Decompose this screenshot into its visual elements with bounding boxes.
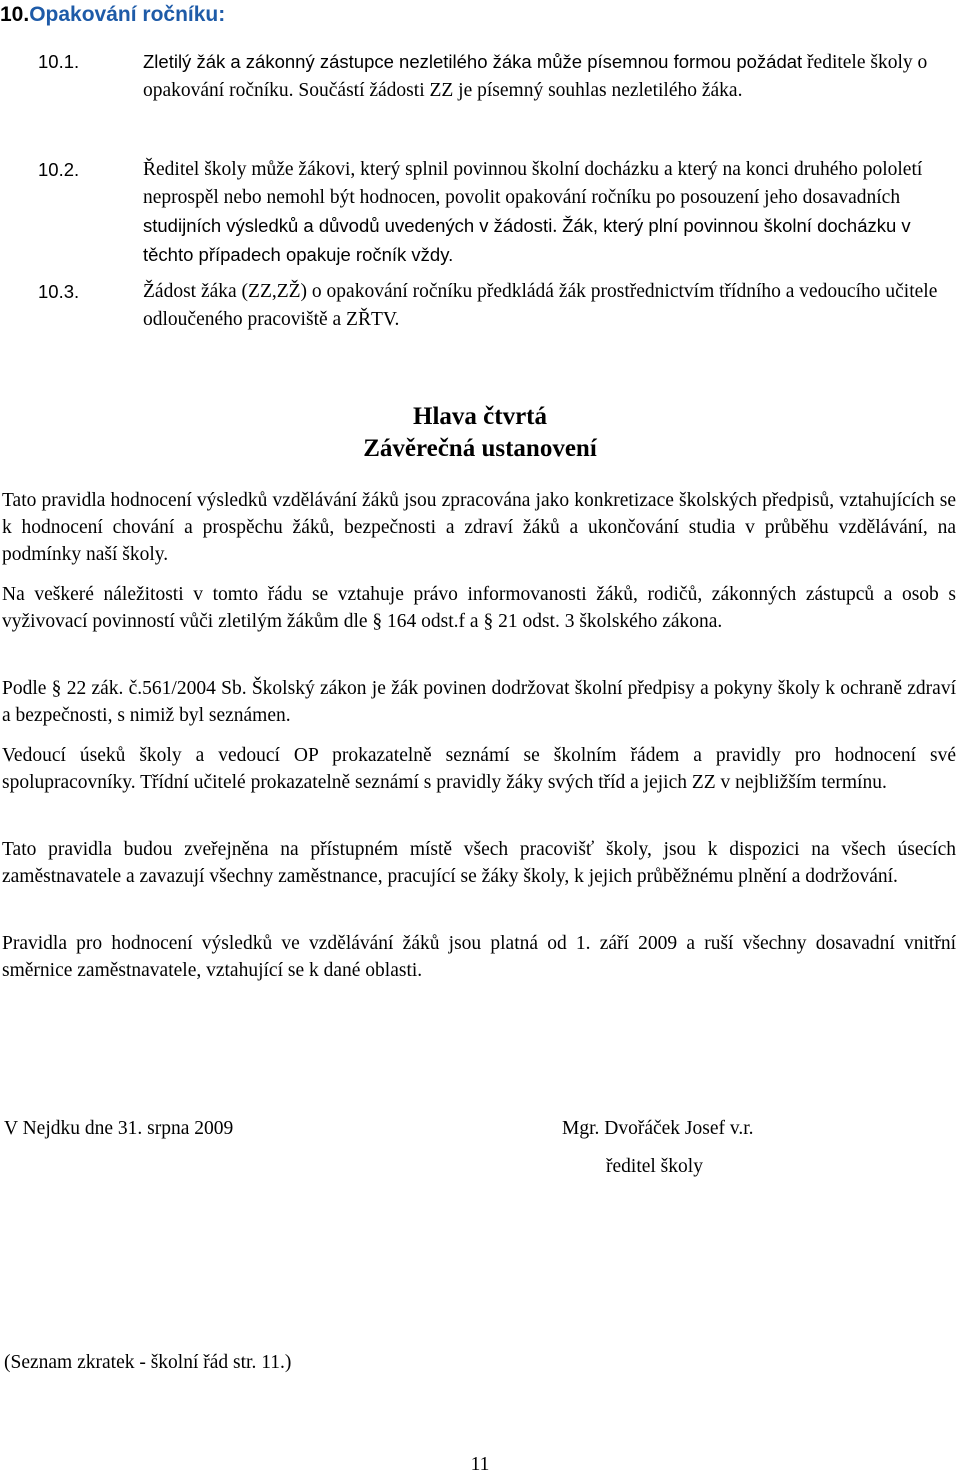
item-text-part: ředitele školy o opakování ročníku. Součástí žádosti ZZ je písemný souhlas nezletilého žáka.: [143, 52, 928, 101]
item-number: 10.1.: [38, 51, 80, 72]
chapter-heading-line2: Závěrečná ustanovení: [363, 435, 597, 462]
section-number: 10.: [0, 3, 30, 26]
signatory-name: Mgr. Dvořáček Josef v.r.: [562, 1118, 754, 1139]
place-date: V Nejdku dne 31. srpna 2009: [4, 1118, 234, 1139]
item-10-3: [38, 278, 960, 340]
item-10-1: [38, 48, 960, 138]
paragraph: Tato pravidla budou zveřejněna na přístupném místě všech pracovišť školy, jsou k dispozici na všech úsecích zaměstnavatele a zavazují všechny zaměstnance, pracující se žáky školy, k jejich průběžnému plnění a dodržování.: [2, 839, 956, 887]
item-text: [143, 156, 943, 270]
item-text-part: .: [552, 216, 563, 237]
section-title-text: Opakování ročníku:: [29, 3, 226, 26]
item-text-part: Ředitel školy může žákovi, který splnil povinnou školní docházku a který na konci druhého pololetí neprospěl nebo nemohl být hodnocen, povolit opakování ročníku po posouzení jeho dosavadních: [143, 159, 923, 208]
chapter-heading-line1: Hlava čtvrtá: [413, 403, 547, 430]
item-number: 10.2.: [38, 159, 80, 180]
paragraph: Vedoucí úseků školy a vedoucí OP prokazatelně seznámí se školním řádem a pravidly pro hodnocení své spolupracovníky. Třídní učitelé prokazatelně seznámí s pravidly žáky svých tříd a jejich ZZ v nejbližším termínu.: [2, 745, 956, 793]
item-text-part: Zletilý žák a zákonný zástupce nezletilého žáka může písemnou formou požádat: [143, 51, 803, 72]
paragraph: Tato pravidla hodnocení výsledků vzdělávání žáků jsou zpracována jako konkretizace školských předpisů, vztahujících se k hodnocení chování a prospěchu žáků, bezpečnosti a zdraví žáků a ukončování studia v průběhu vzdělávání, na podmínky naší školy.: [2, 490, 956, 565]
paragraph: Na veškeré náležitosti v tomto řádu se vztahuje právo informovanosti žáků, rodičů, zákonných zástupců a osob s vyživovací povinností vůči zletilým žákům dle § 164 odst.f a § 21 odst. 3 školského zákona.: [2, 584, 956, 632]
page-number: 11: [470, 1454, 490, 1475]
footnote: (Seznam zkratek - školní řád str. 11.): [4, 1352, 292, 1373]
item-text: [143, 278, 943, 334]
item-text-part: Žádost žáka (ZZ,ZŽ) o opakování ročníku předkládá žák prostřednictvím třídního a vedoucího učitele odloučeného pracoviště a ZŘTV.: [143, 281, 938, 330]
item-text-part: Žák, který plní povinnou školní docházku v těchto případech opakuje ročník vždy.: [143, 215, 911, 265]
section-title: [0, 0, 225, 30]
paragraph: Pravidla pro hodnocení výsledků ve vzdělávání žáků jsou platná od 1. září 2009 a ruší všechny dosavadní vnitřní směrnice zaměstnavatele, vztahující se k dané oblasti.: [2, 933, 956, 981]
item-10-2: [38, 156, 960, 274]
signatory-role: ředitel školy: [606, 1156, 703, 1177]
item-text: [143, 48, 943, 105]
item-text-part: studijních výsledků a důvodů uvedených v žádosti: [143, 215, 553, 236]
item-number: 10.3.: [38, 281, 80, 302]
paragraph: Podle § 22 zák. č.561/2004 Sb. Školský zákon je žák povinen dodržovat školní předpisy a pokyny školy k ochraně zdraví a bezpečnosti, s nimiž byl seznámen.: [2, 678, 956, 726]
